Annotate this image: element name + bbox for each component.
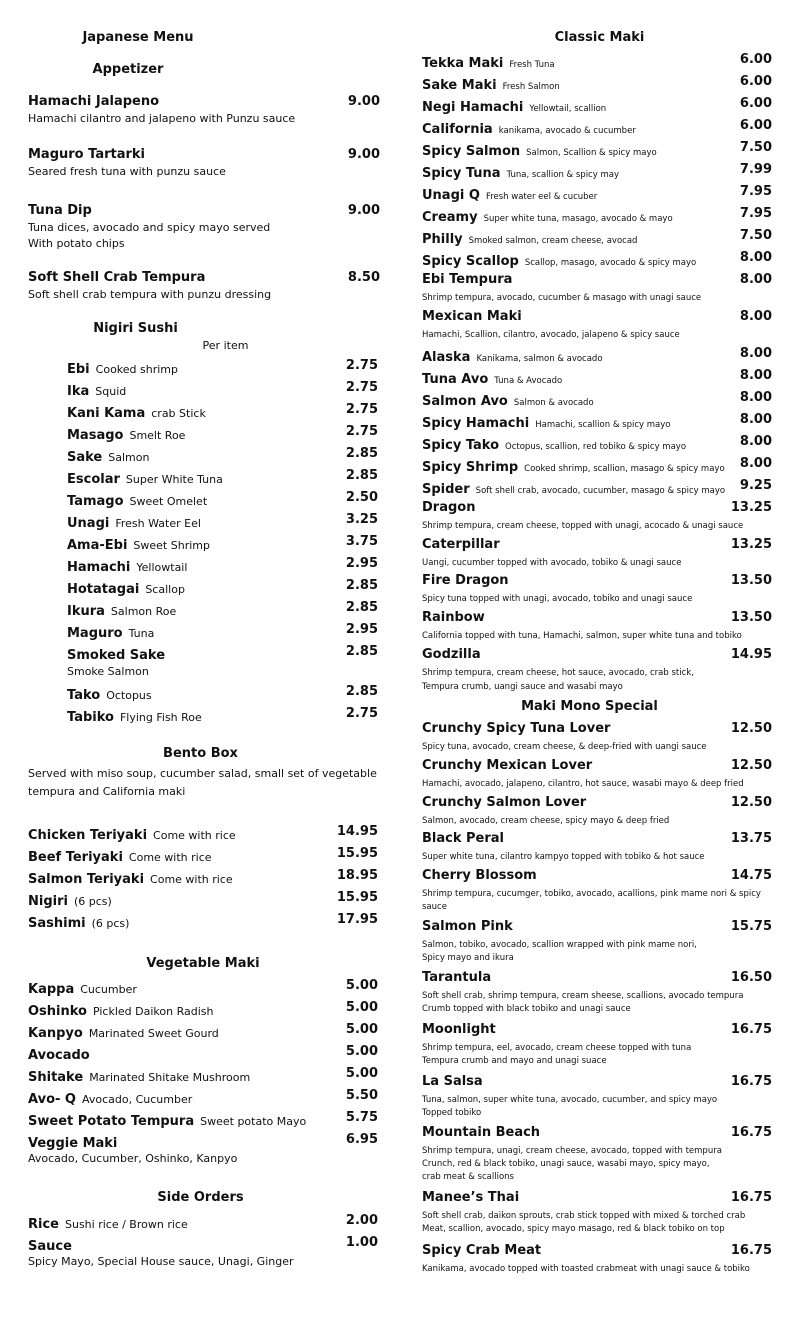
menu-item-row: [422, 390, 594, 409]
item-name: Tuna Avo: [422, 372, 489, 387]
item-price: 7.99: [739, 162, 772, 177]
item-description: kanikama, avocado & cucumber: [498, 126, 636, 136]
menu-item-row: [67, 684, 152, 703]
menu-item-row: [422, 228, 637, 247]
item-description: Soft shell crab, avocado, cucumber, masago & spicy mayo: [475, 486, 726, 496]
maki-mono-special-heading: Maki Mono Special: [521, 699, 658, 714]
item-name: Salmon Teriyaki: [28, 872, 145, 887]
item-name: Fire Dragon: [422, 573, 509, 588]
item-price: 6.00: [739, 74, 772, 89]
menu-item-row: [422, 434, 686, 453]
item-name: Hamachi: [67, 560, 131, 575]
item-description: Hamachi cilantro and jalapeno with Punzu sauce: [28, 112, 296, 125]
item-price: 8.00: [739, 456, 772, 471]
nigiri-heading: Nigiri Sushi: [93, 321, 178, 336]
item-price: 2.50: [345, 490, 378, 505]
item-name: Spicy Tuna: [422, 166, 501, 181]
menu-item-row: [67, 468, 223, 487]
item-description: Fresh Water Eel: [115, 517, 201, 530]
item-description: Super White Tuna: [125, 473, 223, 486]
item-description: Spicy Mayo, Special House sauce, Unagi, Ginger: [28, 1255, 294, 1268]
item-price: 13.50: [730, 610, 772, 625]
item-description: Come with rice: [128, 851, 212, 864]
item-description: California topped with tuna, Hamachi, salmon, super white tuna and tobiko: [422, 631, 742, 641]
item-description: Soft shell crab tempura with punzu dressing: [28, 288, 272, 301]
item-name: Ika: [67, 384, 90, 399]
item-description: Shrimp tempura, cucumger, tobiko, avocado, acallions, pink mame nori & spicy: [422, 889, 761, 899]
item-name: Moonlight: [422, 1022, 496, 1037]
item-description: Marinated Shitake Mushroom: [89, 1071, 251, 1084]
item-description: Marinated Sweet Gourd: [88, 1027, 219, 1040]
item-name: Tamago: [67, 494, 124, 509]
item-price: 2.75: [345, 380, 378, 395]
menu-item-row: [28, 1132, 117, 1151]
item-description: Yellowtail, scallion: [529, 104, 607, 114]
menu-item-row: [67, 490, 207, 509]
menu-item-row: [67, 578, 185, 597]
item-description: Salmon, tobiko, avocado, scallion wrapped with pink mame nori,: [422, 940, 697, 950]
item-price: 1.00: [345, 1235, 378, 1250]
item-price: 18.95: [336, 868, 378, 883]
item-price: 13.50: [730, 573, 772, 588]
item-description: Salmon, avocado, cream cheese, spicy mayo & deep fried: [422, 816, 670, 826]
item-description: With potato chips: [28, 237, 125, 250]
menu-item-row: [422, 162, 619, 181]
item-description: Scallop: [145, 583, 185, 596]
item-name: Chicken Teriyaki: [28, 828, 148, 843]
item-price: 5.75: [345, 1110, 378, 1125]
menu-item-row: [28, 868, 233, 887]
item-name: Veggie Maki: [28, 1136, 118, 1151]
menu-item-row: [28, 1110, 306, 1129]
item-description: Tempura crumb, uangi sauce and wasabi mayo: [422, 682, 623, 692]
menu-item-row: [67, 380, 126, 399]
item-price: 3.75: [345, 534, 378, 549]
item-description: Hamachi, scallion & spicy mayo: [535, 420, 671, 430]
menu-item-row: [67, 706, 202, 725]
item-price: 12.50: [730, 721, 772, 736]
item-name: Sake: [67, 450, 103, 465]
item-price: 8.00: [739, 250, 772, 265]
item-description: Crumb topped with black tobiko and unagi sauce: [422, 1004, 631, 1014]
item-name: Mountain Beach: [422, 1125, 541, 1140]
item-description: Smoke Salmon: [67, 665, 149, 678]
item-description: Smoked salmon, cream cheese, avocad: [468, 236, 638, 246]
item-description: Sweet Shrimp: [133, 539, 210, 552]
menu-item-row: [67, 622, 154, 641]
item-name: Caterpillar: [422, 537, 500, 552]
item-price: 2.75: [345, 706, 378, 721]
item-name: Kanpyo: [28, 1026, 83, 1041]
item-price: 6.00: [739, 52, 772, 67]
menu-item-row: [67, 424, 185, 443]
item-price: 8.00: [739, 346, 772, 361]
item-price: 5.00: [345, 1000, 378, 1015]
menu-item-row: [67, 512, 201, 531]
menu-item-row: [28, 1022, 219, 1041]
item-price: 8.50: [347, 270, 380, 285]
menu-item-row: [422, 140, 657, 159]
item-price: 14.75: [730, 868, 772, 883]
item-name: Smoked Sake: [67, 648, 166, 663]
item-name: Sake Maki: [422, 78, 497, 93]
menu-item-row: [422, 96, 606, 115]
item-price: 12.50: [730, 758, 772, 773]
item-name: Negi Hamachi: [422, 100, 524, 115]
item-name: Black Peral: [422, 831, 504, 846]
item-price: 2.85: [345, 644, 378, 659]
item-price: 14.95: [336, 824, 378, 839]
item-name: Rice: [28, 1217, 59, 1232]
item-name: Salmon Pink: [422, 919, 513, 934]
menu-item-row: [422, 74, 560, 93]
item-name: California: [422, 122, 493, 137]
item-description: Shrimp tempura, eel, avocado, cream cheese topped with tuna: [422, 1043, 692, 1053]
item-price: 14.95: [730, 647, 772, 662]
item-price: 15.75: [730, 919, 772, 934]
item-name: Crunchy Spicy Tuna Lover: [422, 721, 611, 736]
item-price: 16.75: [730, 1074, 772, 1089]
item-price: 8.00: [739, 412, 772, 427]
item-description: Sweet potato Mayo: [200, 1115, 307, 1128]
menu-item-row: [28, 1213, 188, 1232]
item-price: 5.50: [345, 1088, 378, 1103]
item-description: Tuna & Avocado: [494, 376, 563, 386]
item-price: 2.95: [345, 556, 378, 571]
item-name: Tuna Dip: [28, 203, 92, 218]
item-price: 7.50: [739, 140, 772, 155]
item-name: Unagi: [67, 516, 110, 531]
item-description: Shrimp tempura, cream cheese, topped with unagi, acocado & unagi sauce: [422, 521, 744, 531]
item-price: 2.75: [345, 402, 378, 417]
item-name: Spicy Crab Meat: [422, 1243, 542, 1258]
item-name: Maguro: [67, 626, 123, 641]
item-description: Topped tobiko: [422, 1108, 482, 1118]
item-description: sauce: [422, 902, 447, 912]
item-description: Squid: [95, 385, 127, 398]
bento-heading: Bento Box: [163, 746, 238, 761]
item-price: 6.95: [345, 1132, 378, 1147]
item-name: La Salsa: [422, 1074, 483, 1089]
menu-item-row: [28, 890, 112, 909]
item-description: Yellowtail: [136, 561, 188, 574]
item-name: Spicy Salmon: [422, 144, 521, 159]
item-name: Spicy Hamachi: [422, 416, 530, 431]
item-description: Avocado, Cucumber, Oshinko, Kanpyo: [28, 1152, 238, 1165]
item-name: Ebi: [67, 362, 90, 377]
item-description: Salmon, Scallion & spicy mayo: [526, 148, 657, 158]
item-price: 16.75: [730, 1022, 772, 1037]
item-price: 2.75: [345, 358, 378, 373]
item-description: Soft shell crab, daikon sprouts, crab stick topped with mixed & torched crab: [422, 1211, 746, 1221]
item-name: Kani Kama: [67, 406, 146, 421]
menu-item-row: [422, 368, 562, 387]
item-price: 2.85: [345, 600, 378, 615]
item-price: 15.95: [336, 890, 378, 905]
item-price: 5.00: [345, 1044, 378, 1059]
item-price: 6.00: [739, 96, 772, 111]
item-description: Salmon: [108, 451, 150, 464]
item-price: 2.95: [345, 622, 378, 637]
item-description: Spicy tuna topped with unagi, avocado, tobiko and unagi sauce: [422, 594, 693, 604]
menu-item-row: [28, 1044, 90, 1063]
menu-item-row: [67, 600, 176, 619]
item-description: Tuna, scallion & spicy may: [506, 170, 619, 180]
menu-title: Japanese Menu: [82, 30, 194, 45]
item-description: Cucumber: [80, 983, 137, 996]
menu-item-row: [28, 912, 129, 931]
item-name: Crunchy Mexican Lover: [422, 758, 593, 773]
item-name: Spicy Scallop: [422, 254, 519, 269]
item-name: Spicy Tako: [422, 438, 500, 453]
item-price: 2.85: [345, 578, 378, 593]
item-description: Flying Fish Roe: [119, 711, 202, 724]
item-description: Soft shell crab, shrimp tempura, cream sheese, scallions, avocado tempura: [422, 991, 744, 1001]
item-price: 16.75: [730, 1190, 772, 1205]
item-description: Salmon Roe: [110, 605, 177, 618]
item-price: 2.75: [345, 424, 378, 439]
bento-description: tempura and California maki: [28, 785, 186, 798]
item-price: 9.00: [347, 147, 380, 162]
menu-item-row: [422, 52, 555, 71]
item-name: Kappa: [28, 982, 75, 997]
item-description: Shrimp tempura, unagi, cream cheese, avocado, topped with tempura: [422, 1146, 722, 1156]
item-name: Creamy: [422, 210, 478, 225]
menu-item-row: [67, 402, 206, 421]
item-description: Salmon & avocado: [513, 398, 594, 408]
item-description: Smelt Roe: [129, 429, 186, 442]
item-price: 13.75: [730, 831, 772, 846]
menu-item-row: [422, 478, 725, 497]
item-name: Crunchy Salmon Lover: [422, 795, 587, 810]
item-name: Tabiko: [67, 710, 114, 725]
item-description: Super white tuna, cilantro kampyo topped with tobiko & hot sauce: [422, 852, 705, 862]
item-name: Alaska: [422, 350, 471, 365]
item-name: Avocado: [28, 1048, 90, 1063]
item-description: Fresh Tuna: [509, 60, 555, 70]
item-name: Tarantula: [422, 970, 492, 985]
item-description: crab Stick: [151, 407, 206, 420]
item-name: Tako: [67, 688, 101, 703]
item-name: Beef Teriyaki: [28, 850, 123, 865]
item-description: Sweet Omelet: [129, 495, 208, 508]
item-description: (6 pcs): [73, 895, 112, 908]
item-description: Spicy mayo and ikura: [422, 953, 514, 963]
item-price: 5.00: [345, 978, 378, 993]
item-name: Spider: [422, 482, 470, 497]
item-name: Ama-Ebi: [67, 538, 128, 553]
item-name: Salmon Avo: [422, 394, 508, 409]
item-description: Tuna dices, avocado and spicy mayo served: [28, 221, 271, 234]
item-name: Sweet Potato Tempura: [28, 1114, 195, 1129]
item-name: Philly: [422, 232, 463, 247]
item-price: 13.25: [730, 500, 772, 515]
item-price: 7.50: [739, 228, 772, 243]
item-description: Tempura crumb and mayo and unagi suace: [422, 1056, 607, 1066]
item-price: 16.50: [730, 970, 772, 985]
menu-item-row: [67, 556, 187, 575]
menu-item-row: [28, 978, 137, 997]
menu-item-row: [422, 118, 636, 137]
item-price: 8.00: [739, 309, 772, 324]
item-name: Unagi Q: [422, 188, 480, 203]
item-description: Shrimp tempura, cream cheese, hot sauce, avocado, crab stick,: [422, 668, 694, 678]
item-description: Crunch, red & black tobiko, unagi sauce, wasabi mayo, spicy mayo,: [422, 1159, 710, 1169]
item-description: Tuna, salmon, super white tuna, avocado, cucumber, and spicy mayo: [422, 1095, 718, 1105]
item-name: Manee’s Thai: [422, 1190, 520, 1205]
item-price: 6.00: [739, 118, 772, 133]
item-description: Kanikama, avocado topped with toasted crabmeat with unagi sauce & tobiko: [422, 1264, 750, 1274]
menu-item-row: [28, 824, 236, 843]
menu-item-row: [422, 184, 597, 203]
item-name: Nigiri: [28, 894, 68, 909]
item-name: Mexican Maki: [422, 309, 522, 324]
menu-item-row: [28, 1088, 192, 1107]
item-name: Masago: [67, 428, 124, 443]
item-description: (6 pcs): [91, 917, 130, 930]
menu-item-row: [28, 1066, 250, 1085]
menu-item-row: [28, 1000, 213, 1019]
menu-item-row: [422, 412, 670, 431]
item-name: Hotatagai: [67, 582, 140, 597]
menu-item-row: [422, 456, 725, 475]
item-price: 3.25: [345, 512, 378, 527]
item-price: 13.25: [730, 537, 772, 552]
vegetable-maki-heading: Vegetable Maki: [146, 956, 260, 971]
item-description: crab meat & scallions: [422, 1172, 514, 1182]
item-description: Sushi rice / Brown rice: [65, 1218, 188, 1231]
item-price: 8.00: [739, 272, 772, 287]
menu-item-row: [67, 534, 210, 553]
item-description: Uangi, cucumber topped with avocado, tobiko & unagi sauce: [422, 558, 682, 568]
item-name: Tekka Maki: [422, 56, 504, 71]
item-name: Shitake: [28, 1070, 84, 1085]
item-description: Kanikama, salmon & avocado: [476, 354, 603, 364]
item-description: Tuna: [128, 627, 155, 640]
item-description: Meat, scallion, avocado, spicy mayo masago, red & black tobiko on top: [422, 1224, 725, 1234]
item-name: Maguro Tartarki: [28, 147, 146, 162]
item-description: Super white tuna, masago, avocado & mayo: [483, 214, 673, 224]
item-description: Hamachi, avocado, jalapeno, cilantro, hot sauce, wasabi mayo & deep fried: [422, 779, 744, 789]
item-price: 2.00: [345, 1213, 378, 1228]
item-description: Cooked shrimp: [95, 363, 179, 376]
item-price: 12.50: [730, 795, 772, 810]
item-name: Ebi Tempura: [422, 272, 513, 287]
item-description: Hamachi, Scallion, cilantro, avocado, jalapeno & spicy sauce: [422, 330, 680, 340]
menu-item-row: [67, 446, 149, 465]
item-description: Shrimp tempura, avocado, cucumber & masago with unagi sauce: [422, 293, 702, 303]
side-orders-heading: Side Orders: [157, 1190, 244, 1205]
item-description: Scallop, masago, avocado & spicy mayo: [524, 258, 697, 268]
item-price: 7.95: [739, 184, 772, 199]
item-description: Cooked shrimp, scallion, masago & spicy mayo: [524, 464, 725, 474]
item-description: Octopus, scallion, red tobiko & spicy mayo: [505, 442, 687, 452]
item-price: 16.75: [730, 1125, 772, 1140]
item-price: 9.00: [347, 203, 380, 218]
item-price: 2.85: [345, 684, 378, 699]
menu-item-row: [28, 846, 212, 865]
item-name: Sashimi: [28, 916, 86, 931]
item-name: Spicy Shrimp: [422, 460, 519, 475]
item-price: 9.25: [739, 478, 772, 493]
item-price: 5.00: [345, 1022, 378, 1037]
item-price: 9.00: [347, 94, 380, 109]
item-description: Fresh water eel & cucuber: [485, 192, 598, 202]
item-name: Rainbow: [422, 610, 485, 625]
item-description: Avocado, Cucumber: [81, 1093, 193, 1106]
menu-item-row: [67, 358, 178, 377]
item-name: Hamachi Jalapeno: [28, 94, 160, 109]
item-description: Fresh Salmon: [502, 82, 560, 92]
item-price: 8.00: [739, 434, 772, 449]
item-price: 2.85: [345, 468, 378, 483]
item-price: 7.95: [739, 206, 772, 221]
item-description: Come with rice: [153, 829, 236, 842]
item-name: Avo- Q: [28, 1092, 76, 1107]
item-name: Godzilla: [422, 647, 481, 662]
item-description: Octopus: [106, 689, 152, 702]
item-name: Oshinko: [28, 1004, 87, 1019]
menu-item-row: [67, 644, 165, 663]
bento-description: Served with miso soup, cucumber salad, small set of vegetable: [28, 767, 377, 780]
menu-item-row: [422, 346, 603, 365]
item-price: 8.00: [739, 390, 772, 405]
item-name: Dragon: [422, 500, 476, 515]
item-description: Come with rice: [150, 873, 233, 886]
item-name: Sauce: [28, 1239, 72, 1254]
classic-maki-heading: Classic Maki: [554, 30, 645, 45]
item-price: 2.85: [345, 446, 378, 461]
item-name: Soft Shell Crab Tempura: [28, 270, 206, 285]
menu-item-row: [422, 206, 673, 225]
menu-item-row: [422, 250, 696, 269]
item-name: Cherry Blossom: [422, 868, 537, 883]
item-description: Spicy tuna, avocado, cream cheese, & deep-fried with uangi sauce: [422, 742, 707, 752]
item-price: 8.00: [739, 368, 772, 383]
item-price: 15.95: [336, 846, 378, 861]
item-price: 17.95: [336, 912, 378, 927]
item-price: 16.75: [730, 1243, 772, 1258]
appetizer-heading: Appetizer: [92, 62, 164, 77]
item-description: Pickled Daikon Radish: [92, 1005, 214, 1018]
menu-item-row: [28, 1235, 72, 1254]
nigiri-subheading: Per item: [202, 339, 249, 352]
item-description: Seared fresh tuna with punzu sauce: [28, 165, 226, 178]
item-name: Ikura: [67, 604, 105, 619]
item-name: Escolar: [67, 472, 120, 487]
item-price: 5.00: [345, 1066, 378, 1081]
